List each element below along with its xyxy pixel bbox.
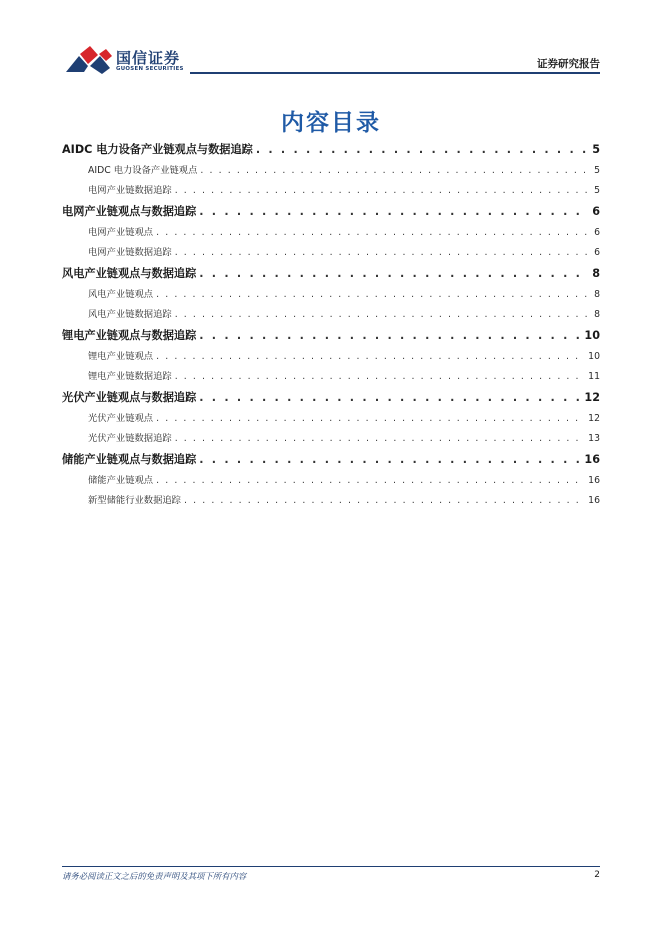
toc-entry-label: 电网产业链数据追踪: [88, 185, 172, 196]
toc-entry-page-number: 8: [592, 267, 600, 280]
toc-dot-leader: [199, 391, 581, 404]
guosen-logo: [66, 46, 182, 76]
toc-dot-leader: [156, 413, 585, 424]
toc-entry-page-number: 16: [588, 495, 600, 506]
toc-subsection-entry[interactable]: [62, 492, 600, 512]
header-divider: [190, 72, 600, 74]
toc-dot-leader: [199, 453, 581, 466]
toc-subsection-entry[interactable]: [62, 430, 600, 450]
toc-subsection-entry[interactable]: [62, 244, 600, 264]
toc-entry-page-number: 16: [584, 453, 600, 466]
toc-entry-page-number: 16: [588, 475, 600, 486]
toc-subsection-entry[interactable]: [62, 368, 600, 388]
toc-dot-leader: [175, 247, 591, 258]
toc-entry-page-number: 8: [594, 309, 600, 320]
toc-dot-leader: [199, 267, 589, 280]
toc-subsection-entry[interactable]: [62, 286, 600, 306]
toc-title: 内容目录: [281, 110, 381, 136]
toc-entry-page-number: 5: [594, 185, 600, 196]
report-type-label: 证券研究报告: [537, 58, 600, 70]
toc-entry-label: 风电产业链观点: [88, 289, 154, 300]
toc-subsection-entry[interactable]: [62, 348, 600, 368]
toc-dot-leader: [199, 205, 589, 218]
toc-entry-label: 风电产业链观点与数据追踪: [62, 267, 197, 280]
toc-dot-leader: [175, 371, 585, 382]
toc-entry-label: 锂电产业链观点: [88, 351, 154, 362]
guosen-logo-mark-icon: [66, 46, 112, 76]
toc-entry-label: 光伏产业链观点与数据追踪: [62, 391, 197, 404]
page-header: [0, 0, 662, 80]
toc-entry-page-number: 6: [594, 247, 600, 258]
logo-english-name: GUOSEN SECURITIES: [116, 66, 184, 72]
toc-dot-leader: [156, 227, 591, 238]
toc-entry-page-number: 10: [588, 351, 600, 362]
toc-entry-label: 新型储能行业数据追踪: [88, 495, 181, 506]
toc-entry-page-number: 12: [588, 413, 600, 424]
toc-subsection-entry[interactable]: [62, 182, 600, 202]
toc-entry-label: 储能产业链观点与数据追踪: [62, 453, 197, 466]
toc-entry-label: AIDC 电力设备产业链观点与数据追踪: [62, 143, 253, 156]
footer-divider: [62, 866, 600, 867]
toc-entry-label: 电网产业链观点: [88, 227, 154, 238]
toc-subsection-entry[interactable]: [62, 224, 600, 244]
toc-dot-leader: [256, 143, 589, 156]
toc-entry-label: 光伏产业链数据追踪: [88, 433, 172, 444]
toc-entry-label: 电网产业链数据追踪: [88, 247, 172, 258]
toc-entry-page-number: 5: [594, 165, 600, 176]
toc-dot-leader: [175, 309, 591, 320]
toc-dot-leader: [156, 475, 585, 486]
toc-dot-leader: [175, 185, 591, 196]
toc-section-entry[interactable]: [62, 141, 600, 161]
toc-dot-leader: [200, 165, 591, 176]
toc-entry-label: 电网产业链观点与数据追踪: [62, 205, 197, 218]
toc-section-entry[interactable]: [62, 203, 600, 223]
toc-entry-page-number: 5: [592, 143, 600, 156]
toc-subsection-entry[interactable]: [62, 306, 600, 326]
toc-entry-page-number: 6: [592, 205, 600, 218]
footer-page-number: 2: [594, 870, 600, 880]
toc-dot-leader: [156, 351, 585, 362]
toc-entry-label: 锂电产业链观点与数据追踪: [62, 329, 197, 342]
toc-dot-leader: [184, 495, 585, 506]
toc-entry-page-number: 8: [594, 289, 600, 300]
toc-section-entry[interactable]: [62, 265, 600, 285]
table-of-contents: [62, 140, 600, 512]
toc-dot-leader: [156, 289, 591, 300]
footer-disclaimer: 请务必阅读正文之后的免责声明及其项下所有内容: [62, 871, 247, 881]
toc-dot-leader: [175, 433, 585, 444]
toc-dot-leader: [199, 329, 581, 342]
toc-entry-label: AIDC 电力设备产业链观点: [88, 165, 198, 176]
logo-chinese-name: 国信证券: [116, 49, 181, 67]
toc-entry-page-number: 12: [584, 391, 600, 404]
toc-entry-label: 风电产业链数据追踪: [88, 309, 172, 320]
toc-entry-page-number: 10: [584, 329, 600, 342]
toc-subsection-entry[interactable]: [62, 410, 600, 430]
toc-entry-label: 光伏产业链观点: [88, 413, 154, 424]
toc-entry-page-number: 6: [594, 227, 600, 238]
toc-entry-page-number: 13: [588, 433, 600, 444]
toc-entry-label: 锂电产业链数据追踪: [88, 371, 172, 382]
toc-section-entry[interactable]: [62, 389, 600, 409]
toc-section-entry[interactable]: [62, 327, 600, 347]
toc-subsection-entry[interactable]: [62, 472, 600, 492]
toc-entry-label: 储能产业链观点: [88, 475, 154, 486]
toc-entry-page-number: 11: [588, 371, 600, 382]
toc-section-entry[interactable]: [62, 451, 600, 471]
toc-subsection-entry[interactable]: [62, 162, 600, 182]
